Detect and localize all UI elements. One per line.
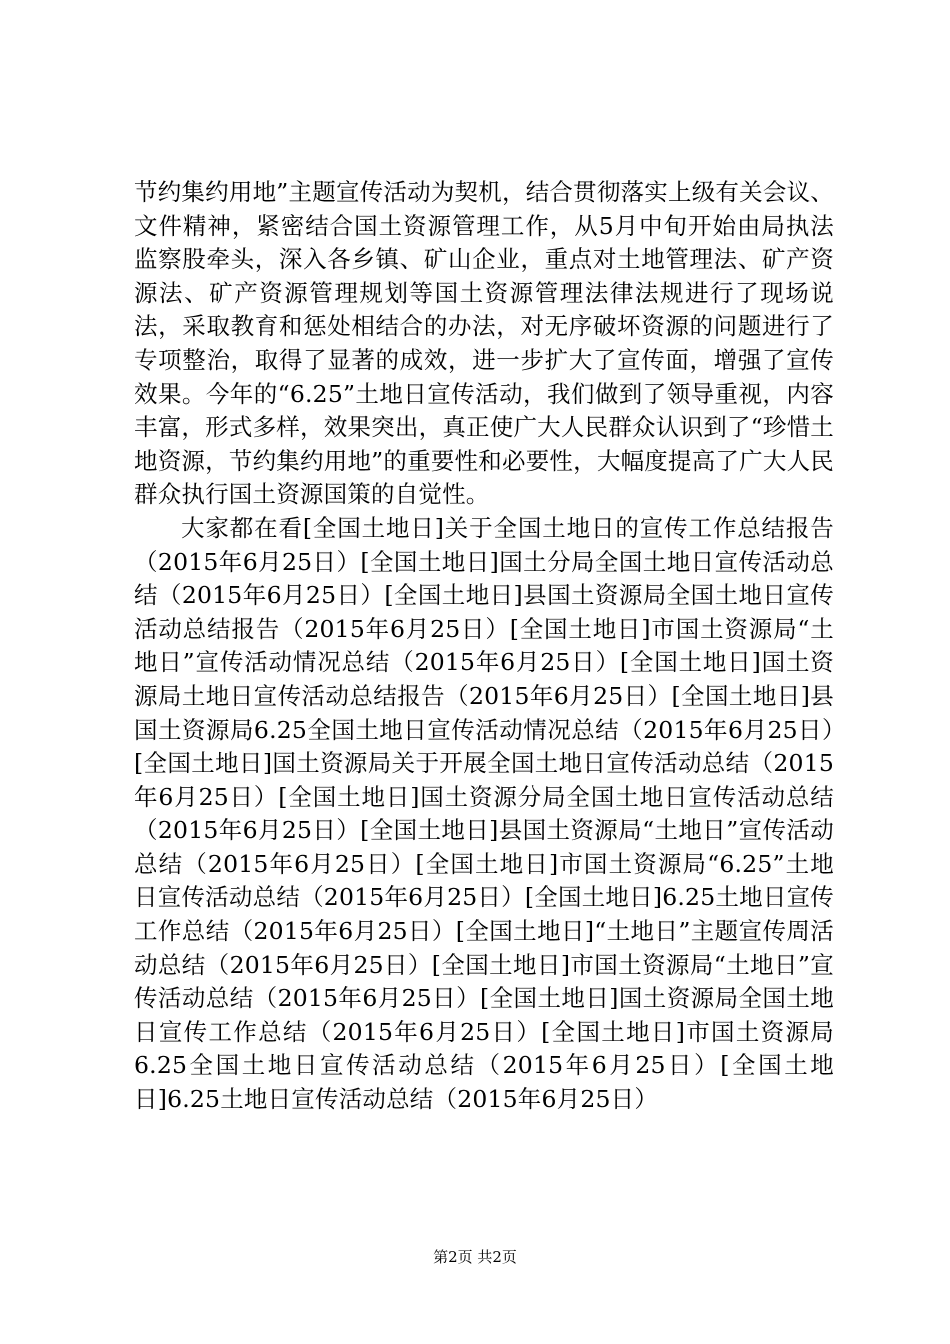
- paragraph-continuation: 节约集约用地”主题宣传活动为契机，结合贯彻落实上级有关会议、文件精神，紧密结合国土资源管理工作，从5月中旬开始由局执法监察股牵头，深入各乡镇、矿山企业，重点对土地管理法、矿产资源法、矿产资源管理规划等国土资源管理法律法规进行了现场说法，采取教育和惩处相结合的办法，对无序破坏资源的问题进行了专项整治，取得了显著的成效，进一步扩大了宣传面，增强了宣传效果。今年的“6.25”土地日宣传活动，我们做到了领导重视，内容丰富，形式多样，效果突出，真正使广大人民群众认识到了“珍惜土地资源，节约集约用地”的重要性和必要性，大幅度提高了广大人民群众执行国土资源国策的自觉性。: [134, 178, 834, 509]
- paragraph-related-articles: 大家都在看[全国土地日]关于全国土地日的宣传工作总结报告（2015年6月25日）[全国土地日]国土分局全国土地日宣传活动总结（2015年6月25日）[全国土地日]县国土资源局全国土地日宣传活动总结报告（2015年6月25日）[全国土地日]市国土资源局“土地日”宣传活动情况总结（2015年6月25日）[全国土地日]国土资源局土地日宣传活动总结报告（2015年6月25日）[全国土地日]县国土资源局6.25全国土地日宣传活动情况总结（2015年6月25日）[全国土地日]国土资源局关于开展全国土地日宣传活动总结（2015年6月25日）[全国土地日]国土资源分局全国土地日宣传活动总结（2015年6月25日）[全国土地日]县国土资源局“土地日”宣传活动总结（2015年6月25日）[全国土地日]市国土资源局“6.25”土地日宣传活动总结（2015年6月25日）[全国土地日]6.25土地日宣传工作总结（2015年6月25日）[全国土地日]“土地日”主题宣传周活动总结（2015年6月25日）[全国土地日]市国土资源局“土地日”宣传活动总结（2015年6月25日）[全国土地日]国土资源局全国土地日宣传工作总结（2015年6月25日）[全国土地日]市国土资源局6.25全国土地日宣传活动总结（2015年6月25日）[全国土地日]6.25土地日宣传活动总结（2015年6月25日）: [134, 513, 834, 1114]
- page-footer: 第2页 共2页: [433, 1248, 517, 1266]
- document-body: [134, 176, 834, 1117]
